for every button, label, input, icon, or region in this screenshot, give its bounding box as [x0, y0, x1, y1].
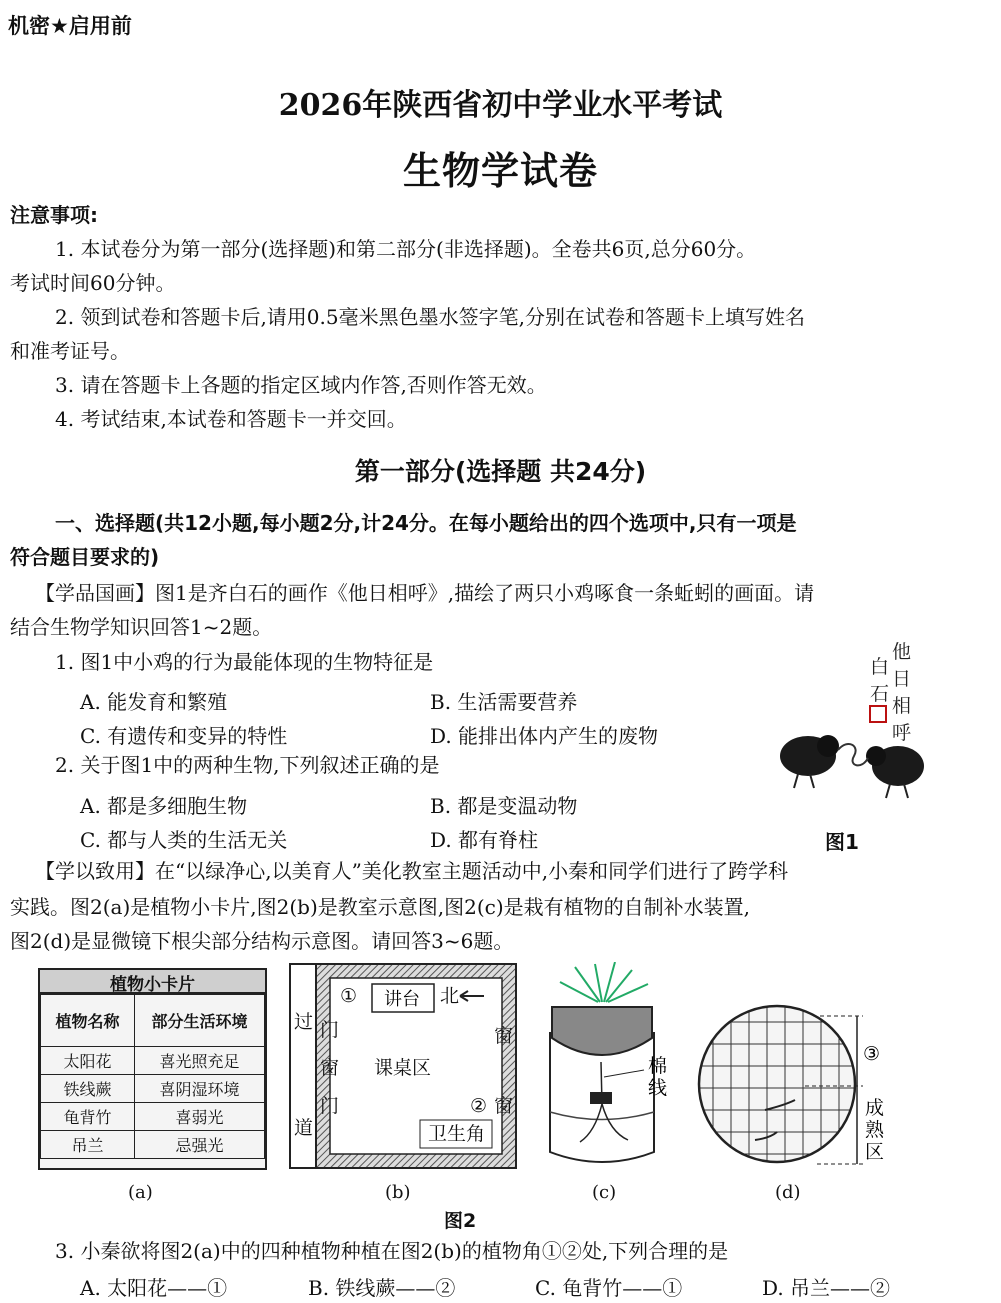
mature-zone-label: 区 — [865, 1141, 885, 1163]
self-watering-device — [540, 962, 690, 1177]
notice-heading: 注意事项: — [10, 203, 98, 227]
notice-item: 4. 考试结束,本试卷和答题卡一并交回。 — [55, 407, 407, 431]
zone-3-label: ③ — [863, 1043, 881, 1065]
table-cell: 喜光照充足 — [135, 1047, 265, 1075]
confidential-label: 机密★启用前 — [8, 14, 132, 38]
inscription-char: 石 — [870, 683, 890, 705]
table-cell: 忌强光 — [135, 1131, 265, 1159]
desk-area-label: 课桌区 — [374, 1057, 432, 1079]
seal-stamp — [870, 706, 886, 722]
context-line: 实践。图2(a)是植物小卡片,图2(b)是教室示意图,图2(c)是栽有植物的自制补水装置, — [10, 895, 750, 919]
q1-option-b: B. 生活需要营养 — [430, 690, 578, 714]
plant-corner-1: ① — [340, 985, 358, 1007]
q2-option-a: A. 都是多细胞生物 — [80, 794, 248, 818]
subfigure-label: (b) — [385, 1182, 411, 1203]
table-header: 植物名称 — [41, 995, 135, 1047]
subfigure-label: (d) — [775, 1182, 801, 1203]
corridor-label: 过 — [294, 1011, 314, 1033]
north-label: 北 — [440, 985, 460, 1007]
plant-card-title: 植物小卡片 — [40, 970, 265, 994]
figure-2-caption: 图2 — [444, 1210, 477, 1232]
cotton-label: 线 — [648, 1077, 668, 1099]
context-line: 结合生物学知识回答1~2题。 — [10, 615, 273, 639]
plant-corner-2: ② — [470, 1095, 488, 1117]
cell-grid — [695, 1000, 865, 1170]
root-tip-diagram — [695, 1000, 895, 1180]
exam-subtitle: 生物学试卷 — [402, 149, 598, 193]
bottle-cap — [590, 1092, 612, 1104]
table-cell: 铁线蕨 — [41, 1075, 135, 1103]
subfigure-label: (c) — [592, 1182, 617, 1203]
q3-option-c: C. 龟背竹——① — [535, 1276, 683, 1300]
table-cell: 喜阴湿环境 — [135, 1075, 265, 1103]
q1-option-c: C. 有遗传和变异的特性 — [80, 724, 288, 748]
q1-option-d: D. 能排出体内产生的废物 — [430, 724, 659, 748]
notice-item: 3. 请在答题卡上各题的指定区域内作答,否则作答无效。 — [55, 373, 547, 397]
notice-item: 考试时间60分钟。 — [10, 271, 176, 295]
instructions-line: 一、选择题(共12小题,每小题2分,计24分。在每小题给出的四个选项中,只有一项是 — [55, 511, 797, 535]
notice-item: 2. 领到试卷和答题卡后,请用0.5毫米黑色墨水签字笔,分别在试卷和答题卡上填写姓名 — [55, 305, 805, 329]
plant-leaves — [560, 962, 648, 1002]
inscription-char: 相 — [892, 695, 912, 717]
plant-card-table — [40, 994, 265, 1159]
earthworm — [838, 744, 868, 765]
context-line: 图2(d)是显微镜下根尖部分结构示意图。请回答3~6题。 — [10, 929, 514, 953]
inscription-char: 白 — [870, 656, 890, 678]
inscription-char: 日 — [892, 668, 912, 690]
clean-corner-label: 卫生角 — [428, 1123, 486, 1145]
context-line: 【学品国画】图1是齐白石的画作《他日相呼》,描绘了两只小鸡啄食一条蚯蚓的画面。请 — [35, 581, 815, 605]
window-label: 窗 — [494, 1095, 514, 1117]
question-3-stem: 3. 小秦欲将图2(a)中的四种植物种植在图2(b)的植物角①②处,下列合理的是 — [55, 1239, 729, 1263]
window-label: 窗 — [320, 1057, 340, 1079]
instructions-line: 符合题目要求的) — [10, 545, 160, 569]
q3-option-b: B. 铁线蕨——② — [308, 1276, 456, 1300]
water-surface — [550, 1112, 654, 1120]
corridor-label: 道 — [294, 1117, 314, 1139]
context-line: 【学以致用】在“以绿净心,以美育人”美化教室主题活动中,小秦和同学们进行了跨学科 — [35, 859, 789, 883]
q3-option-a: A. 太阳花——① — [80, 1276, 228, 1300]
classroom-diagram — [288, 962, 520, 1172]
q3-option-d: D. 吊兰——② — [762, 1276, 891, 1300]
table-cell: 吊兰 — [41, 1131, 135, 1159]
door-label: 门 — [320, 1095, 340, 1117]
door-label: 门 — [320, 1019, 340, 1041]
notice-item: 和准考证号。 — [10, 339, 130, 363]
q2-option-b: B. 都是变温动物 — [430, 794, 578, 818]
exam-title: 2026年陕西省初中学业水平考试 — [278, 88, 723, 123]
section-title: 第一部分(选择题 共24分) — [354, 457, 647, 486]
table-cell: 龟背竹 — [41, 1103, 135, 1131]
podium-label: 讲台 — [384, 989, 420, 1010]
notice-item: 1. 本试卷分为第一部分(选择题)和第二部分(非选择题)。全卷共6页,总分60分。 — [55, 237, 757, 261]
mature-zone-label: 熟 — [865, 1119, 885, 1141]
figure-1-painting — [770, 628, 995, 828]
q2-option-c: C. 都与人类的生活无关 — [80, 828, 288, 852]
question-2-stem: 2. 关于图1中的两种生物,下列叙述正确的是 — [55, 753, 440, 777]
subfigure-label: (a) — [128, 1182, 153, 1203]
q1-option-a: A. 能发育和繁殖 — [80, 690, 228, 714]
figure-1-caption: 图1 — [825, 830, 859, 854]
plant-card — [38, 968, 267, 1170]
q2-option-d: D. 都有脊柱 — [430, 828, 539, 852]
mature-zone-label: 成 — [865, 1097, 885, 1119]
inscription-char: 呼 — [892, 722, 912, 744]
inscription-char: 他 — [892, 641, 912, 663]
table-header: 部分生活环境 — [135, 995, 265, 1047]
table-cell: 太阳花 — [41, 1047, 135, 1075]
cotton-label: 棉 — [648, 1055, 668, 1077]
question-1-stem: 1. 图1中小鸡的行为最能体现的生物特征是 — [55, 650, 434, 674]
soil-container — [552, 1007, 652, 1055]
table-cell: 喜弱光 — [135, 1103, 265, 1131]
window-label: 窗 — [494, 1025, 514, 1047]
